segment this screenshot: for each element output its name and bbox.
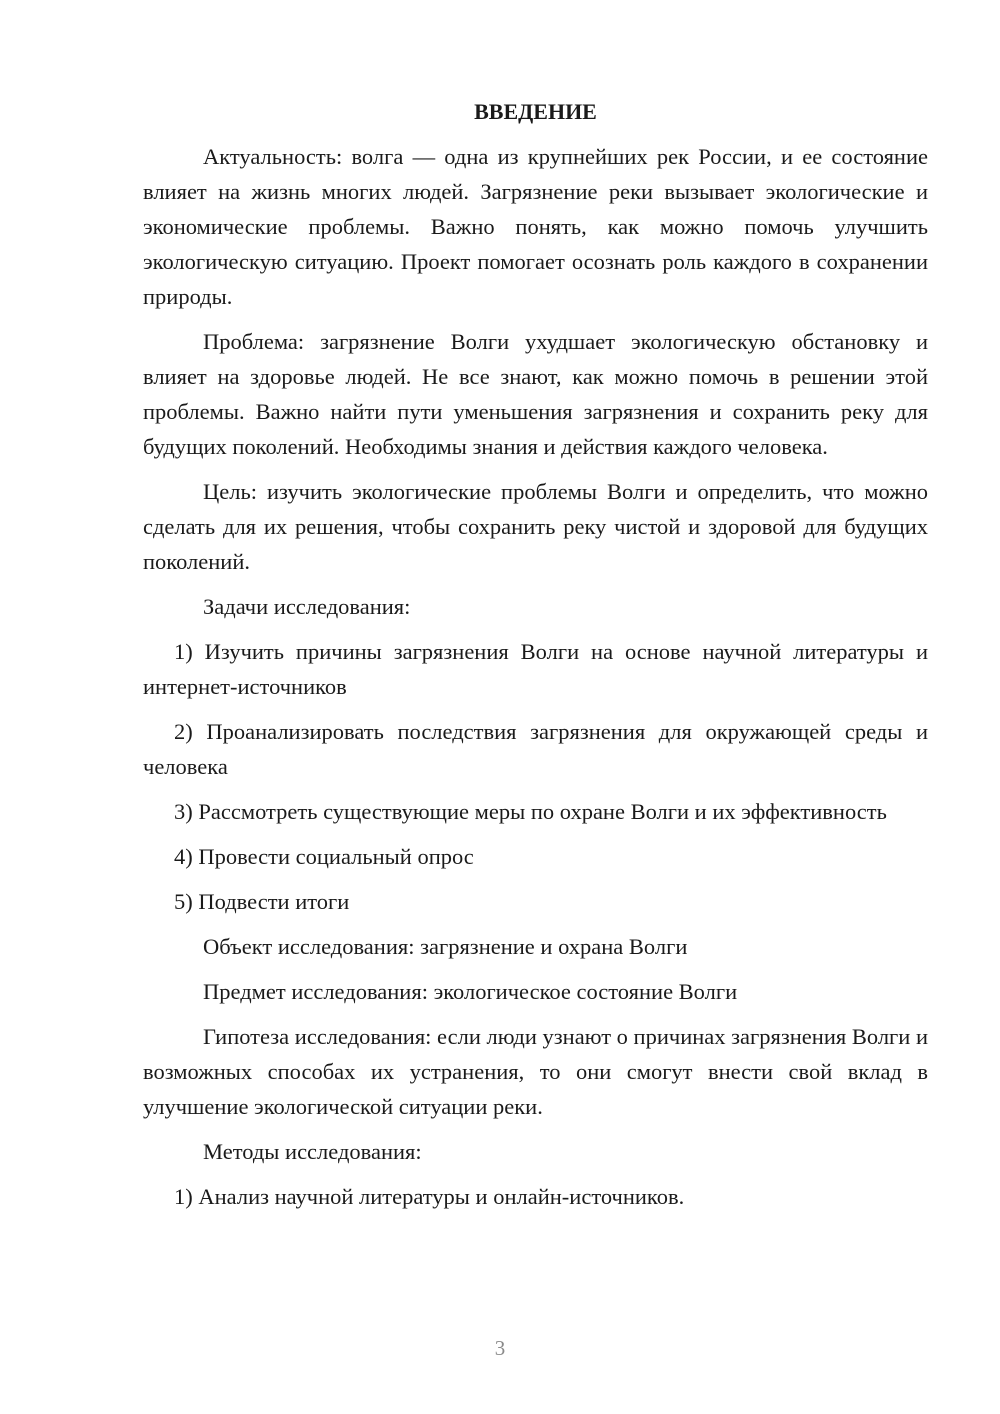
task-item-5: 5) Подвести итоги xyxy=(174,889,350,914)
task-item-2: 2) Проанализировать последствия загрязнения для окружающей среды и человека xyxy=(143,719,928,779)
paragraph-subject: Предмет исследования: экологическое состояние Волги xyxy=(203,979,738,1004)
task-item-1: 1) Изучить причины загрязнения Волги на основе научной литературы и интернет-источников xyxy=(143,639,928,699)
page-content xyxy=(143,94,928,1224)
paragraph-methods-heading: Методы исследования: xyxy=(203,1139,422,1164)
method-item-1: 1) Анализ научной литературы и онлайн-источников. xyxy=(174,1184,685,1209)
paragraph-object: Объект исследования: загрязнение и охрана Волги xyxy=(203,934,688,959)
paragraph-hypothesis: Гипотеза исследования: если люди узнают о причинах загрязнения Волги и возможных способах их устранения, то они смогут внести свой вклад в улучшение экологической ситуации реки. xyxy=(143,1024,928,1119)
paragraph-relevance: Актуальность: волга — одна из крупнейших рек России, и ее состояние влияет на жизнь многих людей. Загрязнение реки вызывает экологические и экономические проблемы. Важно понять, как можно помочь улучшить экологическую ситуацию. Проект помогает осознать роль каждого в сохранении природы. xyxy=(143,144,928,309)
paragraph-tasks-heading: Задачи исследования: xyxy=(203,594,411,619)
page-number: 3 xyxy=(494,1336,506,1360)
task-item-4: 4) Провести социальный опрос xyxy=(174,844,474,869)
task-item-3: 3) Рассмотреть существующие меры по охране Волги и их эффективность xyxy=(174,799,887,824)
section-title: ВВЕДЕНИЕ xyxy=(474,99,597,124)
paragraph-problem: Проблема: загрязнение Волги ухудшает экологическую обстановку и влияет на здоровье людей. Не все знают, как можно помочь в решении этой проблемы. Важно найти пути уменьшения загрязнения и сохранить реку для будущих поколений. Необходимы знания и действия каждого человека. xyxy=(143,329,928,459)
paragraph-goal: Цель: изучить экологические проблемы Волги и определить, что можно сделать для их решения, чтобы сохранить реку чистой и здоровой для будущих поколений. xyxy=(143,479,928,574)
